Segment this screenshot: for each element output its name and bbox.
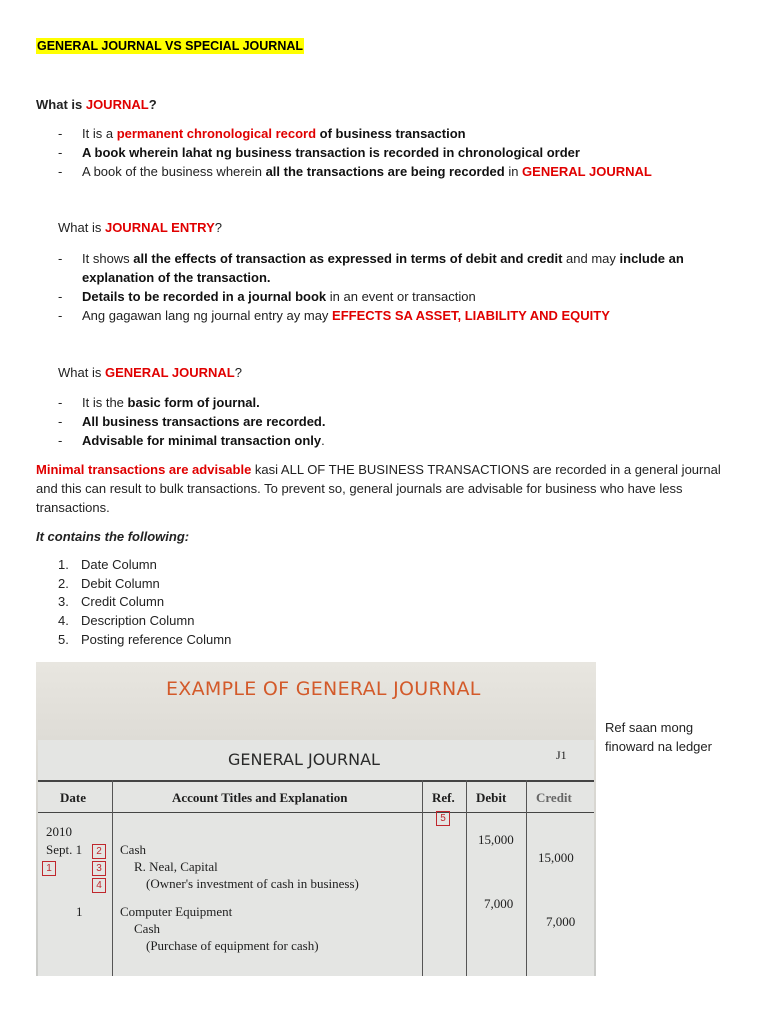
column-divider (422, 780, 423, 976)
list-item (58, 631, 231, 650)
list-label: Posting reference Column (81, 631, 232, 647)
entry2-credit-account: Cash (134, 921, 160, 936)
general-b1-text: It is the (82, 395, 128, 410)
column-divider (112, 780, 113, 976)
journal-question-prefix: What is (36, 97, 86, 112)
journal-question (36, 97, 157, 112)
entry-b1-and: and may (562, 251, 620, 266)
journal-bullet-2 (58, 143, 748, 162)
entry2-debit-amount: 7,000 (484, 896, 514, 911)
document-title: GENERAL JOURNAL VS SPECIAL JOURNAL (37, 39, 304, 53)
list-label: Credit Column (81, 594, 165, 610)
entry-b1-bold: all the effects of transaction as expressed in terms of debit and credit (133, 251, 563, 266)
general-question (58, 365, 242, 380)
entry-question (58, 220, 222, 235)
journal-b1-text: It is a (82, 126, 117, 141)
entry1-credit-account: R. Neal, Capital (134, 859, 218, 874)
entry-b3-text: Ang gagawan lang ng journal entry ay may (82, 308, 333, 323)
list-number: 1. (58, 557, 69, 572)
general-b3-period: . (321, 433, 325, 448)
general-question-suffix: ? (234, 365, 242, 380)
entry-b2-bold: Details to be recorded in a journal book (82, 289, 327, 304)
entry-bullet-3 (58, 306, 728, 325)
journal-bullets (58, 124, 748, 181)
advisable-paragraph (36, 460, 736, 517)
journal-bullet-1 (58, 124, 748, 143)
entry-year: 2010 (46, 824, 72, 839)
journal-b3-in: in (504, 164, 523, 179)
entry-question-suffix: ? (214, 220, 222, 235)
entry1-debit-account: Cash (120, 842, 146, 857)
example-title: EXAMPLE OF GENERAL JOURNAL (166, 678, 481, 700)
entry1-date: Sept. 1 (46, 842, 83, 857)
journal-question-term: JOURNAL (85, 97, 149, 112)
entry-b1-text: It shows (82, 251, 134, 266)
general-bullets (58, 393, 728, 450)
column-divider (466, 780, 467, 976)
entry-question-prefix: What is (58, 220, 105, 235)
general-b3-bold: Advisable for minimal transaction only (82, 433, 322, 448)
entry1-credit-amount: 15,000 (538, 850, 574, 865)
entry2-date: 1 (76, 904, 83, 919)
journal-b1-red: permanent chronological record (116, 126, 317, 141)
marker-5: 5 (436, 811, 450, 826)
journal-b3-red: GENERAL JOURNAL (522, 164, 652, 179)
header-date: Date (60, 790, 86, 805)
list-label: Debit Column (81, 575, 160, 591)
list-item (58, 556, 231, 575)
journal-page-ref: J1 (556, 748, 567, 762)
general-b1-bold: basic form of journal. (127, 395, 260, 410)
contains-heading: It contains the following: (36, 529, 190, 544)
journal-b3-text: A book of the business wherein (82, 164, 266, 179)
journal-b3-bold: all the transactions are being recorded (265, 164, 505, 179)
journal-bullet-3 (58, 162, 748, 181)
entry-bullets (58, 249, 728, 325)
entry2-debit-account: Computer Equipment (120, 904, 233, 919)
general-bullet-3 (58, 431, 728, 450)
general-b2-bold: All business transactions are recorded. (82, 414, 326, 429)
paragraph-text: kasi ALL OF THE BUSINESS TRANSACTIONS are recorded in a general journal and this can result to bulk transactions. To prevent so, general journals are advisable for business who have less transactions. (36, 462, 721, 515)
list-item (58, 593, 231, 612)
list-label: Date Column (81, 557, 157, 572)
entry-bullet-2 (58, 287, 728, 306)
column-divider (526, 780, 527, 976)
example-photo (36, 662, 596, 976)
entry1-explanation: (Owner's investment of cash in business) (146, 876, 359, 891)
marker-2: 2 (92, 844, 106, 859)
entry-b2-text: in an event or transaction (326, 289, 476, 304)
paragraph-red: Minimal transactions are advisable (36, 462, 252, 477)
header-account: Account Titles and Explanation (172, 790, 348, 805)
general-question-prefix: What is (58, 365, 105, 380)
entry2-credit-amount: 7,000 (546, 914, 576, 929)
header-ref: Ref. (432, 790, 455, 805)
entry1-debit-amount: 15,000 (478, 832, 514, 847)
journal-b2-bold: A book wherein lahat ng business transaction is recorded in chronological order (82, 145, 580, 160)
list-number: 3. (58, 594, 69, 610)
list-item (58, 612, 231, 631)
marker-1: 1 (42, 861, 56, 876)
side-note: Ref saan mong finoward na ledger (605, 720, 712, 754)
list-item (58, 575, 231, 594)
general-bullet-2 (58, 412, 728, 431)
entry-bullet-1 (58, 249, 728, 287)
list-label: Description Column (81, 613, 195, 629)
journal-card-title: GENERAL JOURNAL (228, 750, 380, 769)
list-number: 5. (58, 631, 69, 647)
header-debit: Debit (476, 790, 507, 805)
marker-4: 4 (92, 878, 106, 893)
columns-list (58, 556, 231, 650)
list-number: 2. (58, 575, 69, 591)
entry-b1-bold2: include an explanation of the transaction. (82, 251, 684, 285)
journal-question-suffix: ? (148, 97, 157, 112)
marker-3: 3 (92, 861, 106, 876)
entry-b3-red: EFFECTS SA ASSET, LIABILITY AND EQUITY (332, 308, 610, 323)
general-bullet-1 (58, 393, 728, 412)
entry2-explanation: (Purchase of equipment for cash) (146, 938, 319, 953)
general-question-term: GENERAL JOURNAL (104, 365, 235, 380)
journal-b1-bold: of business transaction (316, 126, 466, 141)
entry-question-term: JOURNAL ENTRY (104, 220, 215, 235)
list-number: 4. (58, 613, 69, 629)
header-credit: Credit (536, 790, 572, 805)
